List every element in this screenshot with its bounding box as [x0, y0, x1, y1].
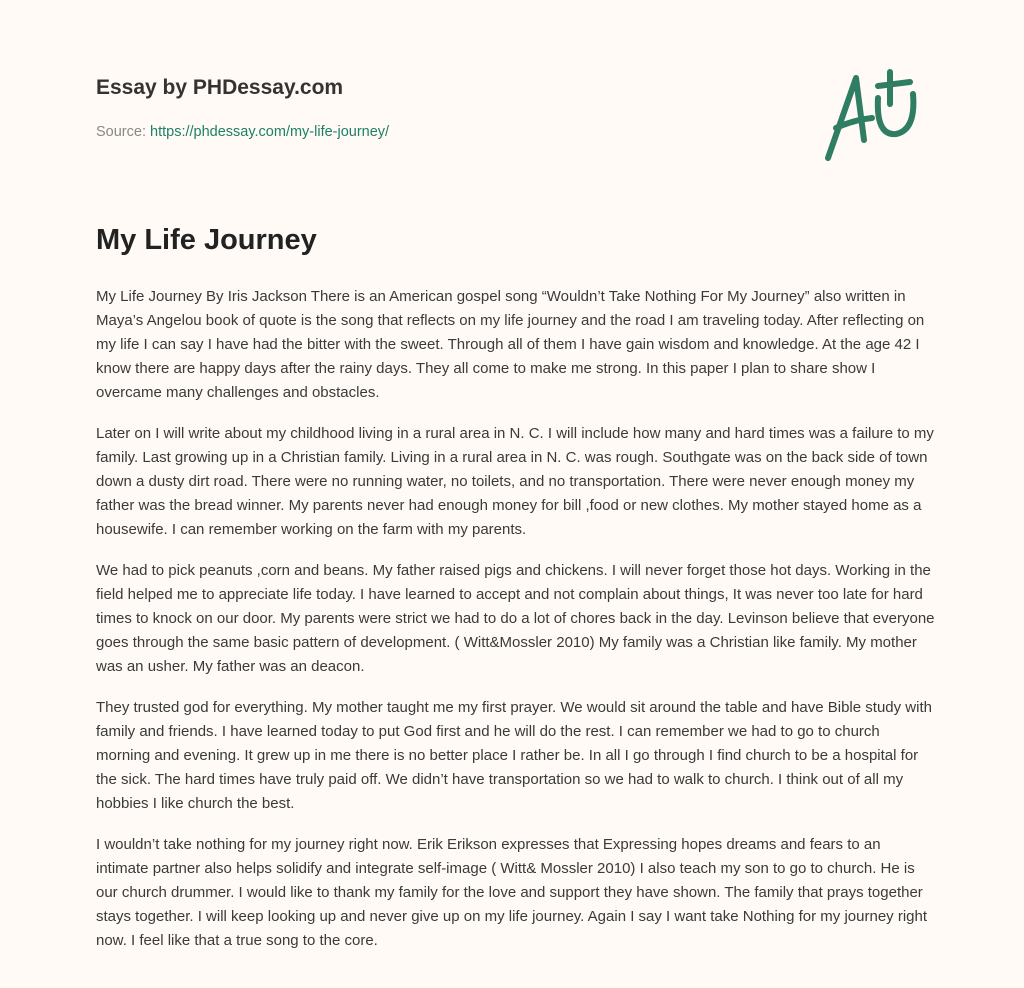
paragraph: I wouldn’t take nothing for my journey right now. Erik Erikson expresses that Expressing hopes dreams and fears to an intimate partner also helps solidify and integrate self-image ( Witt& Mossler 2010) I also teach my son to go to church. He is our church drummer. I would like to thank my family for the love and support they have shown. The family that prays together stays together. I will keep looking up and never give up on my life journey. Again I say I want take Nothing for my journey right now. I feel like that a true song to the core.	[96, 836, 928, 949]
brand-title: Essay by PHDessay.com	[96, 76, 344, 99]
paragraph: We had to pick peanuts ,corn and beans. My father raised pigs and chickens. I will never forget those hot days. Working in the field helped me to appreciate life today. I have learned to accept and not complain about things, It was never too late for hard times to knock on our door. My parents were strict we had to do a lot of chores back in the day. Levinson believe that everyone goes through the same basic pattern of development. ( Witt&Mossler 2010) My family was a Christian like family. My mother was an usher. My father was an deacon.	[96, 562, 935, 675]
a-plus-logo-icon	[818, 68, 928, 164]
paragraph: My Life Journey By Iris Jackson There is an American gospel song “Wouldn’t Take Nothing For My Journey” also written in Maya’s Angelou book of quote is the song that reflects on my life journey and the road I am traveling today. After reflecting on my life I can say I have had the bitter with the sweet. Through all of them I have gain wisdom and knowledge. At the age 42 I know there are happy days after the rainy days. They all come to make me strong. In this paper I plan to share show I overcame many challenges and obstacles.	[96, 288, 925, 401]
source-line	[96, 124, 389, 140]
article-body	[96, 285, 936, 970]
paragraph: They trusted god for everything. My mother taught me my first prayer. We would sit around the table and have Bible study with family and friends. I have learned today to put God first and he will do the rest. I can remember we had to go to church morning and evening. It grew up in me there is no better place I rather be. In all I go through I find church to be a hospital for the sick. The hard times have truly paid off. We didn’t have transportation so we had to walk to church. I think out of all my hobbies I like church the best.	[96, 699, 932, 812]
article-title: My Life Journey	[96, 224, 317, 256]
source-label: Source:	[96, 124, 146, 140]
source-link[interactable]: https://phdessay.com/my-life-journey/	[150, 124, 390, 140]
paragraph: Later on I will write about my childhood living in a rural area in N. C. I will include how many and hard times was a failure to my family. Last growing up in a Christian family. Living in a rural area in N. C. was rough. Southgate was on the back side of town down a dusty dirt road. There were no running water, no toilets, and no transportation. There were never enough money my father was the bread winner. My parents never had enough money for bill ,food or new clothes. My mother stayed home as a housewife. I can remember working on the farm with my parents.	[96, 425, 934, 538]
